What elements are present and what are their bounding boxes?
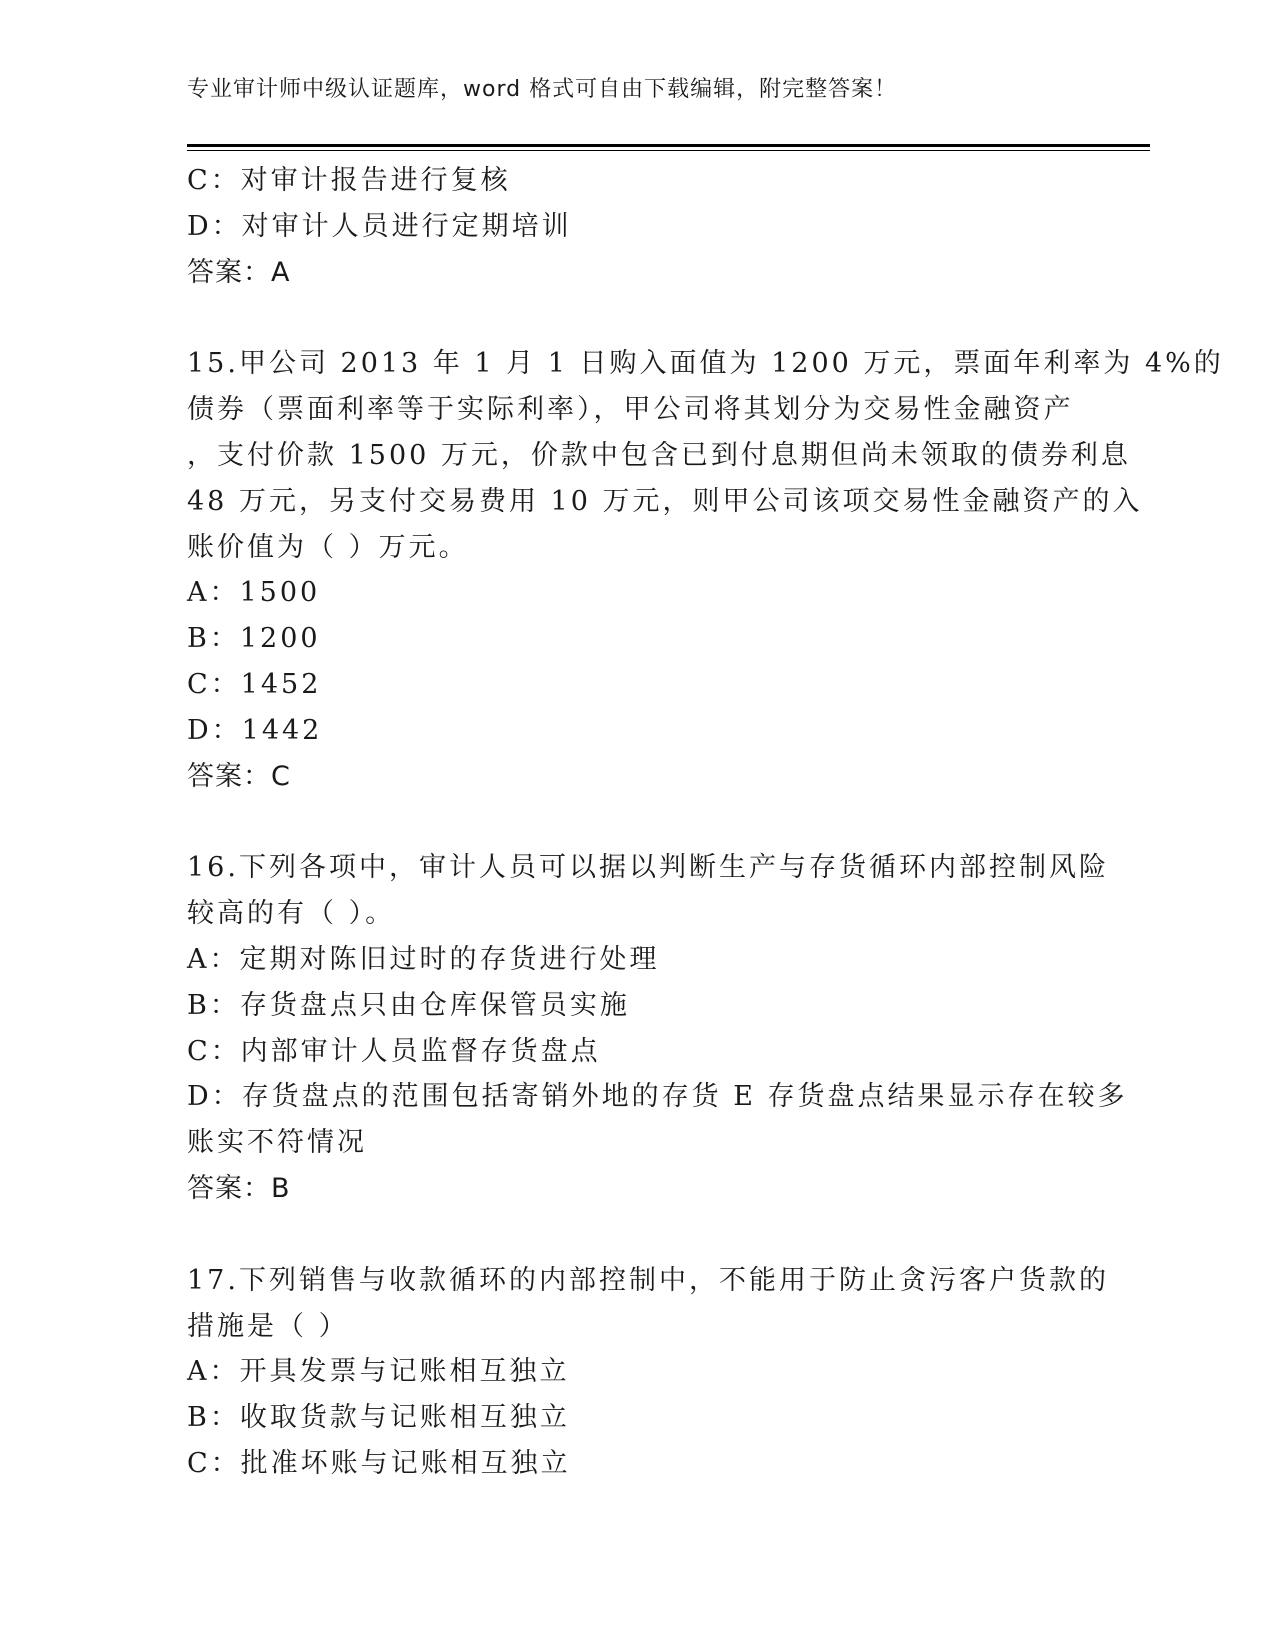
option-b: B：1200 — [187, 623, 321, 655]
header-rule-thick — [187, 144, 1150, 147]
question-stem-line: 15.甲公司 2013 年 1 月 1 日购入面值为 1200 万元，票面年利率为 4%的 — [187, 348, 1224, 380]
option-c: C：对审计报告进行复核 — [187, 165, 511, 196]
question-17 — [187, 1258, 1109, 1487]
question-stem-line: 债券（票面利率等于实际利率），甲公司将其划分为交易性金融资产 — [187, 394, 1074, 426]
question-15 — [187, 341, 1224, 799]
option-b: B：收取货款与记账相互独立 — [187, 1402, 570, 1434]
page-header: 专业审计师中级认证题库，word 格式可自由下载编辑，附完整答案！ — [187, 77, 898, 102]
spacer — [187, 799, 1087, 845]
question-stem-line: 16.下列各项中，审计人员可以据以判断生产与存货循环内部控制风险 — [187, 852, 1109, 884]
question-stem-line: ，支付价款 1500 万元，价款中包含已到付息期但尚未领取的债券利息 — [187, 439, 1131, 471]
question-stem-line: 17.下列销售与收款循环的内部控制中，不能用于防止贪污客户货款的 — [187, 1264, 1109, 1296]
option-c: C：内部审计人员监督存货盘点 — [187, 1035, 601, 1067]
option-c: C：1452 — [187, 668, 322, 700]
answer-line: 答案：C — [187, 760, 291, 792]
option-c: C：批准坏账与记账相互独立 — [187, 1447, 571, 1479]
spacer — [187, 295, 1087, 341]
question-16 — [187, 845, 1128, 1211]
option-d: D：存货盘点的范围包括寄销外地的存货 E 存货盘点结果显示存在较多 — [187, 1081, 1128, 1113]
question-stem-line: 48 万元，另支付交易费用 10 万元，则甲公司该项交易性金融资产的入 — [187, 485, 1143, 517]
option-b: B：存货盘点只由仓库保管员实施 — [187, 989, 630, 1021]
answer-line: 答案：B — [187, 1172, 291, 1204]
option-a: A：1500 — [187, 577, 321, 609]
question-stem-line: 较高的有（ ）。 — [187, 898, 396, 930]
option-d: D：对审计人员进行定期培训 — [187, 210, 572, 242]
option-a: A：开具发票与记账相互独立 — [187, 1356, 570, 1388]
answer-line: 答案：A — [187, 256, 291, 288]
option-d: D：1442 — [187, 714, 323, 746]
option-d-continued: 账实不符情况 — [187, 1127, 367, 1159]
question-stem-line: 措施是（ ） — [187, 1310, 349, 1342]
document-body — [187, 158, 1224, 1487]
option-a: A：定期对陈旧过时的存货进行处理 — [187, 943, 660, 975]
question-stem-line: 账价值为（ ）万元。 — [187, 531, 469, 563]
question-14-tail — [187, 158, 1087, 295]
spacer — [187, 1212, 1087, 1258]
header-rule-thin — [187, 150, 1150, 151]
